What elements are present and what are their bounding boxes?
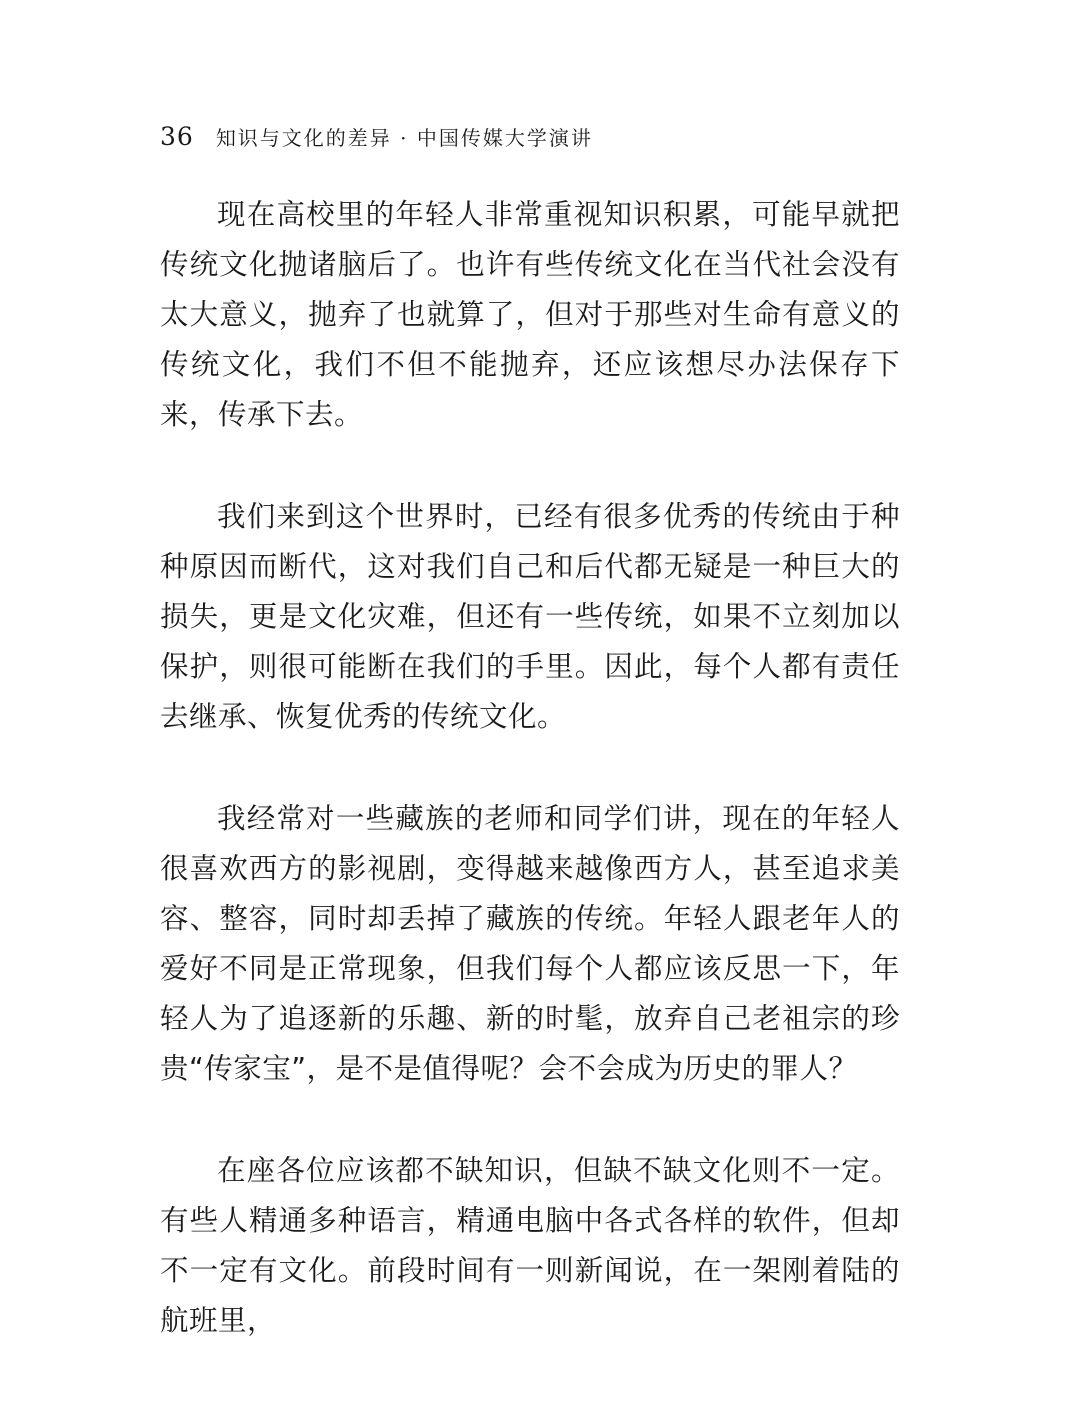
running-header-title: 知识与文化的差异 · 中国传媒大学演讲 (215, 126, 593, 150)
body-text (160, 190, 900, 1346)
paragraph: 我们来到这个世界时，已经有很多优秀的传统由于种种原因而断代，这对我们自己和后代都无疑是一种巨大的损失，更是文化灾难，但还有一些传统，如果不立刻加以保护，则很可能断在我们的手里。因此，每个人都有责任去继承、恢复优秀的传统文化。 (160, 500, 900, 733)
page-number: 36 (160, 122, 194, 151)
running-header (160, 122, 593, 158)
paragraph: 我经常对一些藏族的老师和同学们讲，现在的年轻人很喜欢西方的影视剧，变得越来越像西方人，甚至追求美容、整容，同时却丢掉了藏族的传统。年轻人跟老年人的爱好不同是正常现象，但我们每个人都应该反思一下，年轻人为了追逐新的乐趣、新的时髦，放弃自己老祖宗的珍贵“传家宝”，是不是值得呢？会不会成为历史的罪人？ (160, 802, 900, 1085)
paragraph: 现在高校里的年轻人非常重视知识积累，可能早就把传统文化抛诸脑后了。也许有些传统文化在当代社会没有太大意义，抛弃了也就算了，但对于那些对生命有意义的传统文化，我们不但不能抛弃，还应该想尽办法保存下来，传承下去。 (160, 198, 900, 431)
paragraph: 在座各位应该都不缺知识，但缺不缺文化则不一定。有些人精通多种语言，精通电脑中各式各样的软件，但却不一定有文化。前段时间有一则新闻说，在一架刚着陆的航班里， (160, 1154, 900, 1337)
